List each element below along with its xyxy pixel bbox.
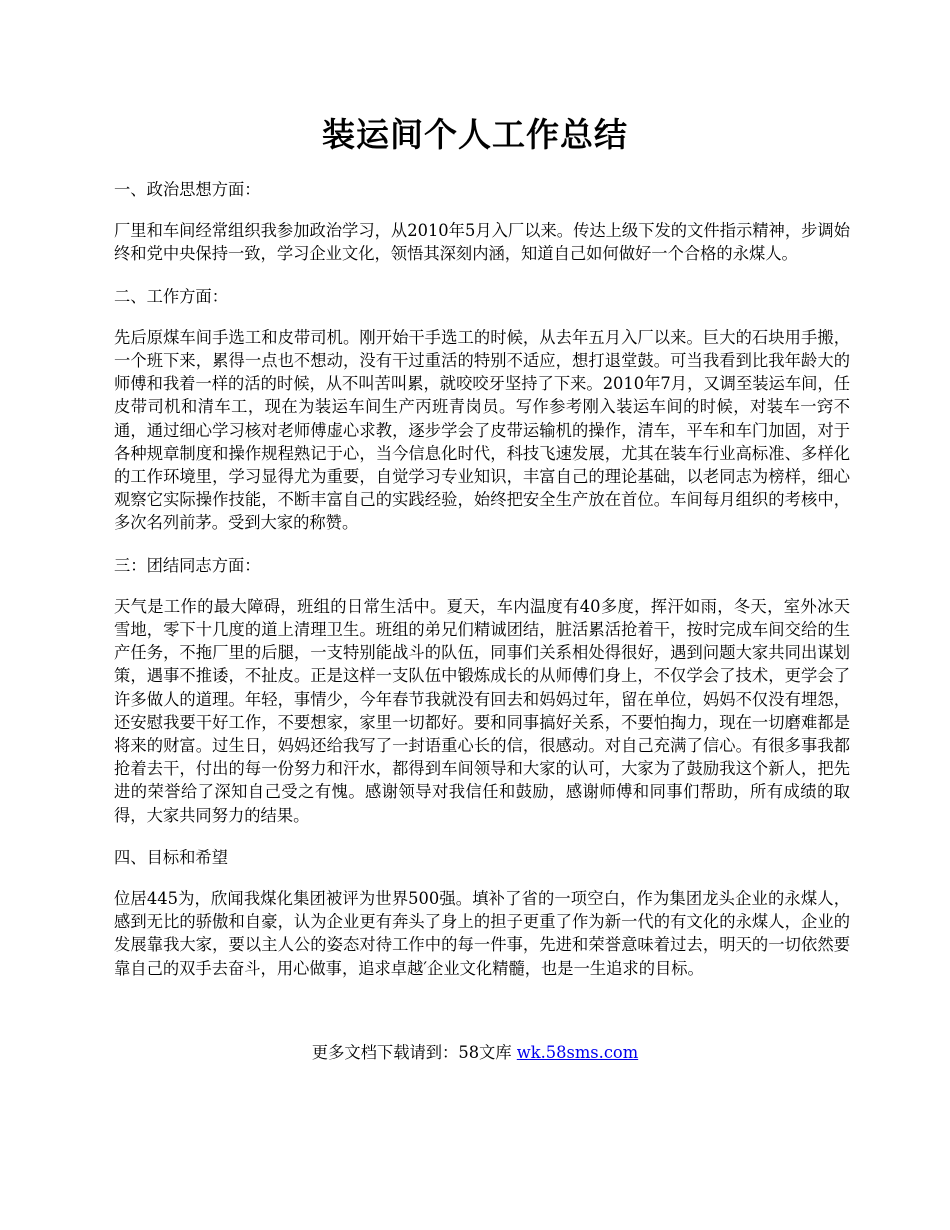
download-footer (0, 1041, 950, 1064)
section-paragraph: 先后原煤车间手选工和皮带司机。刚开始干手选工的时候，从去年五月入厂以来。巨大的石块用手搬，一个班下来，累得一点也不想动，没有干过重活的特别不适应，想打退堂鼓。可当我看到比我年龄大的师傅和我着一样的活的时候，从不叫苦叫累，就咬咬牙坚持了下来。2010年7月，又调至装运车间，任皮带司机和清车工，现在为装运车间生产丙班青岗员。写作参考刚入装运车间的时候，对装车一窍不通，通过细心学习核对老师傅虚心求教，逐步学会了皮带运输机的操作，清车，平车和车门加固，对于各种规章制度和操作规程熟记于心，当今信息化时代，科技飞速发展，尤其在装车行业高标准、多样化的工作环境里，学习显得尤为重要，自觉学习专业知识，丰富自己的理论基础，以老同志为榜样，细心观察它实际操作技能，不断丰富自己的实践经验，始终把安全生产放在首位。车间每月组织的考核中，多次名列前茅。受到大家的称赞。 (114, 327, 850, 533)
section-paragraph: 厂里和车间经常组织我参加政治学习，从2010年5月入厂以来。传达上级下发的文件指示精神，步调始终和党中央保持一致，学习企业文化，领悟其深刻内涵，知道自己如何做好一个合格的永煤人。 (114, 221, 850, 264)
section-heading: 二、工作方面： (114, 286, 228, 306)
document-title: 装运间个人工作总结 (322, 115, 628, 154)
section-work (114, 285, 850, 535)
section-paragraph: 天气是工作的最大障碍，班组的日常生活中。夏天，车内温度有40多度，挥汗如雨，冬天，室外冰天雪地，零下十几度的道上清理卫生。班组的弟兄们精诚团结，脏活累活抢着干，按时完成车间交给的生产任务，不拖厂里的后腿，一支特别能战斗的队伍，同事们关系相处得很好，遇到问题大家共同出谋划策，遇事不推诿，不扯皮。正是这样一支队伍中锻炼成长的从师傅们身上，不仅学会了技术，更学会了许多做人的道理。年轻，事情少，今年春节我就没有回去和妈妈过年，留在单位，妈妈不仅没有埋怨，还安慰我要干好工作，不要想家，家里一切都好。要和同事搞好关系，不要怕掏力，现在一切磨难都是将来的财富。过生日，妈妈还给我写了一封语重心长的信，很感动。对自己充满了信心。有很多事我都抢着去干，付出的每一份努力和汗水，都得到车间领导和大家的认可，大家为了鼓励我这个新人，把先进的荣誉给了深知自己受之有愧。感谢领导对我信任和鼓励，感谢师傅和同事们帮助，所有成绩的取得，大家共同努力的结果。 (114, 596, 850, 825)
section-heading: 四、目标和希望 (114, 847, 228, 867)
section-paragraph: 位居445为，欣闻我煤化集团被评为世界500强。填补了省的一项空白，作为集团龙头企业的永煤人，感到无比的骄傲和自豪，认为企业更有奔头了身上的担子更重了作为新一代的有文化的永煤人，企业的发展靠我大家，要以主人公的姿态对待工作中的每一件事，先进和荣誉意味着过去，明天的一切依然要靠自己的双手去奋斗，用心做事，追求卓越′企业文化精髓，也是一生追求的目标。 (114, 889, 850, 978)
footer-link[interactable]: wk.58sms.com (516, 1043, 639, 1062)
section-heading: 三：团结同志方面： (114, 555, 261, 575)
section-unity (114, 554, 850, 827)
section-heading: 一、政治思想方面： (114, 180, 261, 199)
footer-text: 更多文档下载请到：58文库 (311, 1043, 512, 1062)
document-body (114, 178, 850, 999)
section-goals (114, 846, 850, 980)
section-political (114, 178, 850, 266)
